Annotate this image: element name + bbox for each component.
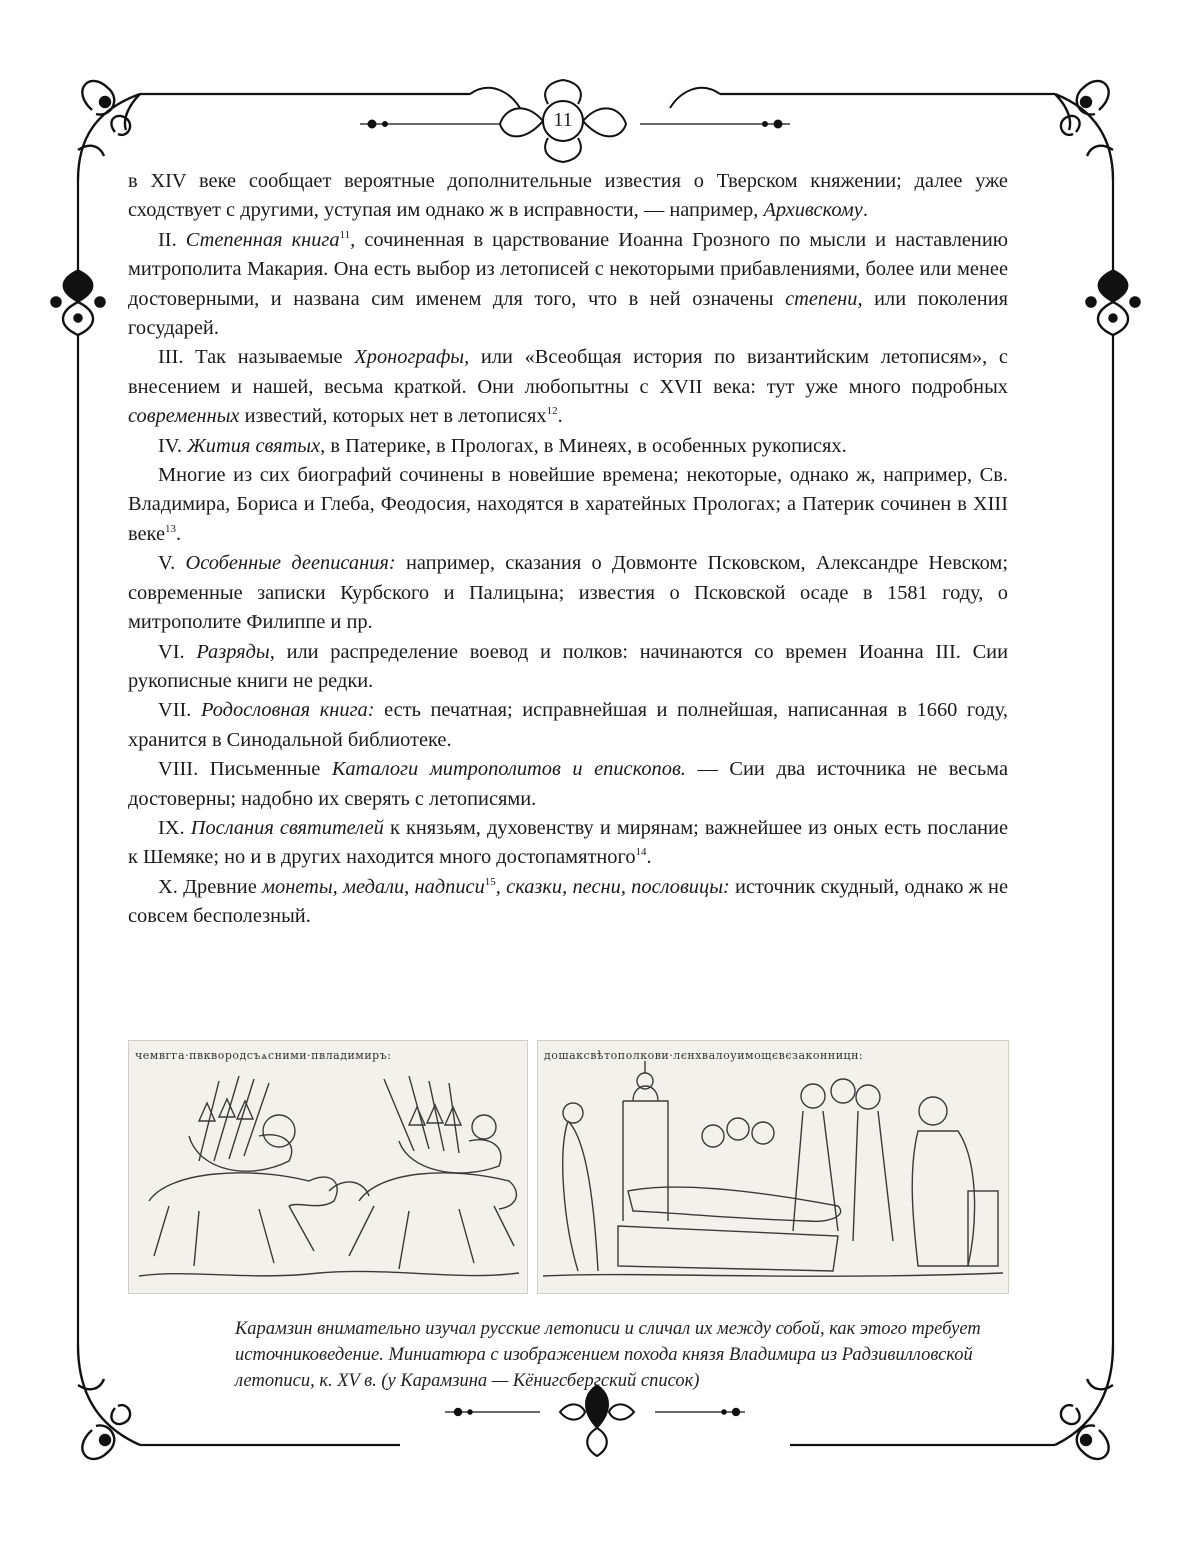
side-ornament-left <box>51 270 105 335</box>
body-text <box>128 167 1008 932</box>
miniature-left-script: чемвгга·пвквородсъѧсними·пвладимиръ: <box>135 1049 392 1062</box>
bottom-center-ornament <box>455 1385 740 1456</box>
page-number: 11 <box>553 109 573 131</box>
text-run: или «Всеобщая история по византийским летописям», с внесением и нашей, весьма краткой. Они любопытны с XVII века: тут уже много подробных <box>128 346 1008 398</box>
miniature-right-illustration <box>537 1040 1009 1294</box>
italic-text: Послания святителей <box>190 816 384 839</box>
corner-ornament-bottom-left <box>78 1345 140 1459</box>
text-run: VII. <box>158 699 201 722</box>
paragraph <box>128 461 1008 549</box>
paragraph <box>128 226 1008 344</box>
paragraph <box>128 696 1008 755</box>
italic-text: современных <box>128 405 240 428</box>
corner-ornament-bottom-right <box>1055 1345 1113 1459</box>
text-run: IV. <box>158 434 188 457</box>
italic-text: Каталоги митрополитов и епископов. <box>331 758 686 781</box>
italic-text: степени, <box>785 287 863 310</box>
text-run: . <box>862 199 868 222</box>
paragraph <box>128 755 1008 814</box>
miniature-left-illustration <box>128 1040 528 1294</box>
corner-ornament-top-left <box>78 81 140 180</box>
side-ornament-right <box>1086 270 1140 335</box>
italic-text: Хронографы, <box>354 346 470 369</box>
paragraph <box>128 638 1008 697</box>
italic-text: , <box>350 228 365 251</box>
italic-text: Жития святых, <box>187 434 326 457</box>
footnote-ref: 13 <box>165 523 177 536</box>
text-run: . <box>646 846 652 869</box>
burial-scene-drawing <box>538 1041 1008 1293</box>
caption-line: источниковедение. Миниатюра с изображением похода князя Владимира из Радзивилловской <box>235 1345 973 1365</box>
text-run: в Патерике, в Прологах, в Минеях, в особенных рукописях. <box>325 434 847 457</box>
italic-text: Разряды, <box>196 640 275 663</box>
caption-line: летописи, к. XV в. (у Карамзина — Кёнигсбергский список) <box>235 1371 700 1391</box>
paragraph <box>128 432 1008 461</box>
text-run: например, сказания о Довмонте Псковском, Александре Невском; современные записки Курбского и Палицына; известия о Псковской осаде в 1581 году, о митрополите Филиппе и пр. <box>128 552 1008 634</box>
paragraph <box>128 549 1008 637</box>
text-run: . <box>557 405 563 428</box>
text-run: II. <box>158 228 186 251</box>
cavalry-drawing <box>129 1041 527 1293</box>
italic-text: Степенная книга <box>185 228 340 251</box>
text-run: III. Так называемые <box>158 346 355 369</box>
italic-text: , сказки, песни, пословицы: <box>495 875 730 898</box>
italic-text: Архивскому <box>763 199 863 222</box>
italic-text: монеты, медали, надписи <box>262 875 485 898</box>
footnote-ref: 12 <box>546 405 558 418</box>
paragraph <box>128 873 1008 932</box>
footnote-ref: 15 <box>484 875 496 888</box>
text-run: сочиненная в царствование Иоанна Грозного по мысли и наставлению митрополита Макария. Она есть выбор из летописей с некоторыми прибавлениями, более или менее достоверными, и названа сим именем для того, что в ней означены <box>128 228 1008 310</box>
text-run: в XIV веке сообщает вероятные дополнительные известия о Тверском княжении; далее уже сходствует с другими, уступая им однако ж в исправности, — например, <box>128 170 1008 222</box>
italic-text: Особенные дееписания: <box>185 552 396 575</box>
corner-ornament-top-right <box>1055 81 1113 180</box>
text-run: есть печатная; исправнейшая и полнейшая, написанная в 1660 году, хранится в Синодальной библиотеке. <box>128 699 1008 751</box>
italic-text: Родословная книга: <box>200 699 375 722</box>
text-run: источник скудный, однако ж не совсем бесполезный. <box>128 875 1008 928</box>
footnote-ref: 14 <box>635 846 647 859</box>
miniature-right-script: дошаксвѣтополкови·лєнхвалоуимощєвєзаконницн: <box>544 1049 864 1062</box>
caption-line: Карамзин внимательно изучал русские летописи и сличал их между собой, как этого требует <box>235 1319 981 1339</box>
text-run: Многие из сих биографий сочинены в новейшие времена; некоторые, однако ж, например, Св. Владимира, Бориса и Глеба, Феодосия, находятся в харатейных Прологах; а Патерик сочинен в XIII веке <box>128 464 1008 545</box>
paragraph <box>128 167 1008 226</box>
text-run: известий, которых нет в летописях <box>239 405 547 428</box>
text-run: или поколения государей. <box>128 287 1009 340</box>
text-run: к князьям, духовенству и мирянам; важнейшее из оных есть послание к Шемяке; но и в других находится много достопамятного <box>128 816 1008 869</box>
illustration-caption <box>235 1316 1007 1394</box>
text-run: — Сии два источника не весьма достоверны; надобно их сверять с летописями. <box>128 758 1008 810</box>
paragraph <box>128 343 1008 431</box>
text-run: VIII. Письменные <box>158 758 332 781</box>
text-run: VI. <box>158 640 197 663</box>
text-run: или распределение воевод и полков: начинаются со времен Иоанна III. Сии рукописные книги не редки. <box>128 640 1008 692</box>
paragraph <box>128 814 1008 873</box>
text-run: . <box>176 522 182 545</box>
footnote-ref: 11 <box>339 229 351 242</box>
text-run: X. Древние <box>158 875 263 898</box>
text-run: V. <box>158 552 186 575</box>
text-run: IX. <box>158 816 191 839</box>
